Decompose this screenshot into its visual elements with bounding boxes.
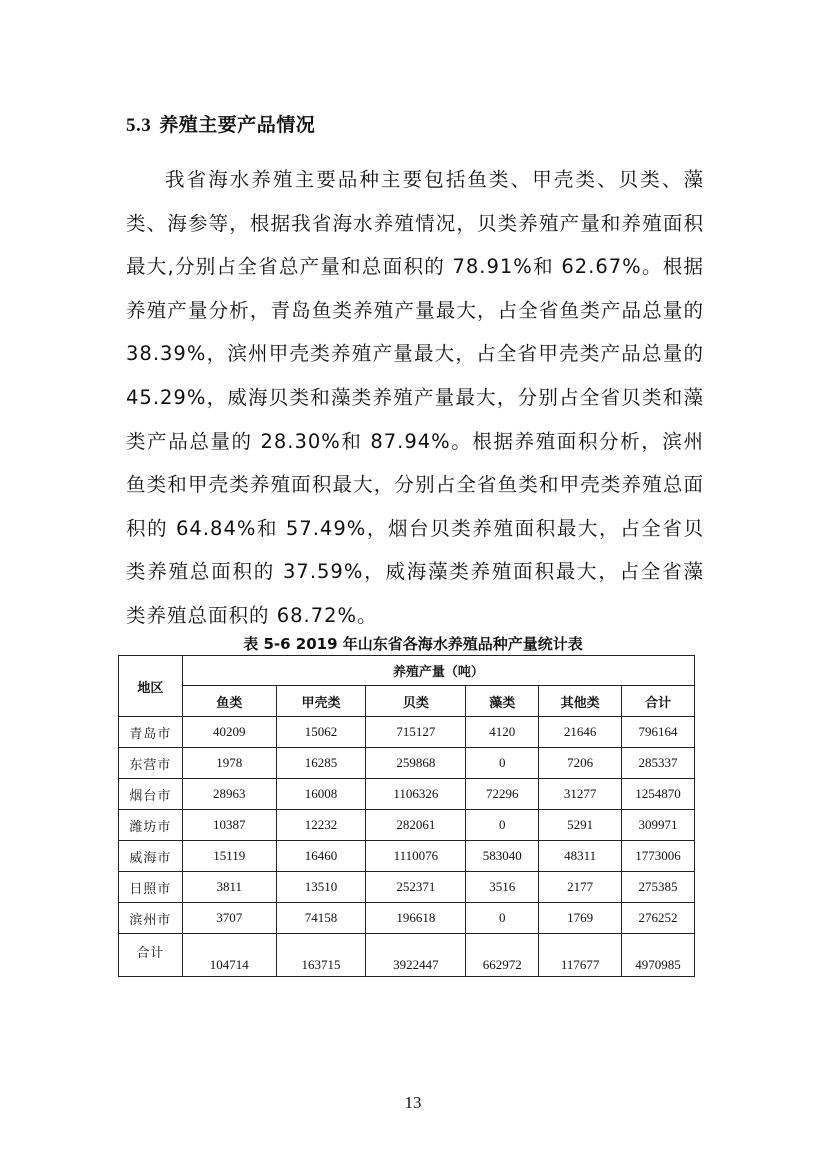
value-cell: 196618 (366, 903, 466, 934)
value-cell: 1110076 (366, 841, 466, 872)
total-value-cell: 4970985 (622, 934, 695, 977)
table-row (119, 748, 695, 779)
value-cell: 40209 (182, 717, 276, 748)
region-cell: 潍坊市 (119, 810, 183, 841)
table-row (119, 903, 695, 934)
value-cell: 309971 (622, 810, 695, 841)
table-caption: 表 5-6 2019 年山东省各海水养殖品种产量统计表 (243, 635, 583, 653)
total-value-cell: 3922447 (366, 934, 466, 977)
value-cell: 48311 (539, 841, 622, 872)
table-row (119, 841, 695, 872)
column-header: 藻类 (466, 686, 539, 717)
page-number: 13 (404, 1093, 422, 1112)
section-heading (126, 110, 315, 137)
value-cell: 282061 (366, 810, 466, 841)
value-cell: 1106326 (366, 779, 466, 810)
section-number: 5.3 (126, 115, 152, 136)
value-cell: 796164 (622, 717, 695, 748)
value-cell: 72296 (466, 779, 539, 810)
value-cell: 2177 (539, 872, 622, 903)
table-subheader-row (119, 686, 695, 717)
value-cell: 3707 (182, 903, 276, 934)
column-header: 甲壳类 (276, 686, 366, 717)
value-cell: 5291 (539, 810, 622, 841)
region-cell: 日照市 (119, 872, 183, 903)
table-row (119, 779, 695, 810)
value-cell: 276252 (622, 903, 695, 934)
total-label-cell: 合计 (119, 934, 183, 977)
value-cell: 13510 (276, 872, 366, 903)
total-value-cell: 117677 (539, 934, 622, 977)
value-cell: 16008 (276, 779, 366, 810)
value-cell: 3516 (466, 872, 539, 903)
value-cell: 1254870 (622, 779, 695, 810)
value-cell: 7206 (539, 748, 622, 779)
region-cell: 东营市 (119, 748, 183, 779)
value-cell: 0 (466, 903, 539, 934)
value-cell: 275385 (622, 872, 695, 903)
region-cell: 青岛市 (119, 717, 183, 748)
value-cell: 12232 (276, 810, 366, 841)
value-cell: 4120 (466, 717, 539, 748)
value-cell: 285337 (622, 748, 695, 779)
value-cell: 0 (466, 810, 539, 841)
table-row (119, 810, 695, 841)
value-cell: 3811 (182, 872, 276, 903)
table-header-row (119, 656, 695, 686)
value-cell: 1773006 (622, 841, 695, 872)
production-table (118, 655, 695, 977)
value-cell: 15119 (182, 841, 276, 872)
value-cell: 28963 (182, 779, 276, 810)
region-cell: 威海市 (119, 841, 183, 872)
table-row (119, 872, 695, 903)
value-cell: 1769 (539, 903, 622, 934)
table-total-row (119, 934, 695, 977)
column-header: 合计 (622, 686, 695, 717)
column-header: 鱼类 (182, 686, 276, 717)
value-cell: 16460 (276, 841, 366, 872)
value-cell: 1978 (182, 748, 276, 779)
value-cell: 259868 (366, 748, 466, 779)
table-row (119, 717, 695, 748)
region-header: 地区 (119, 656, 183, 717)
value-cell: 15062 (276, 717, 366, 748)
column-header: 贝类 (366, 686, 466, 717)
column-header: 其他类 (539, 686, 622, 717)
region-cell: 烟台市 (119, 779, 183, 810)
total-value-cell: 163715 (276, 934, 366, 977)
value-cell: 21646 (539, 717, 622, 748)
value-cell: 252371 (366, 872, 466, 903)
body-paragraph: 我省海水养殖主要品种主要包括鱼类、甲壳类、贝类、藻类、海参等，根据我省海水养殖情况，贝类养殖产量和养殖面积最大,分别占全省总产量和总面积的 78.91%和 62.67%。根据养殖产量分析，青岛鱼类养殖产量最大，占全省鱼类产品总量的 38.39%，滨州甲壳类养殖产量最大，占全省甲壳类产品总量的 45.29%，威海贝类和藻类养殖产量最大，分别占全省贝类和藻类产品总量的 28.30%和 87.94%。根据养殖面积分析，滨州鱼类和甲壳类养殖面积最大，分别占全省鱼类和甲壳类养殖总面积的 64.84%和 57.49%，烟台贝类养殖面积最大，占全省贝类养殖总面积的 37.59%，威海藻类养殖面积最大，占全省藻类养殖总面积的 68.72%。 (126, 168, 704, 627)
value-cell: 715127 (366, 717, 466, 748)
value-cell: 0 (466, 748, 539, 779)
value-cell: 583040 (466, 841, 539, 872)
total-value-cell: 662972 (466, 934, 539, 977)
value-cell: 74158 (276, 903, 366, 934)
value-cell: 16285 (276, 748, 366, 779)
section-title: 养殖主要产品情况 (159, 114, 316, 136)
value-cell: 10387 (182, 810, 276, 841)
group-header: 养殖产量（吨） (182, 656, 694, 686)
region-cell: 滨州市 (119, 903, 183, 934)
value-cell: 31277 (539, 779, 622, 810)
total-value-cell: 104714 (182, 934, 276, 977)
